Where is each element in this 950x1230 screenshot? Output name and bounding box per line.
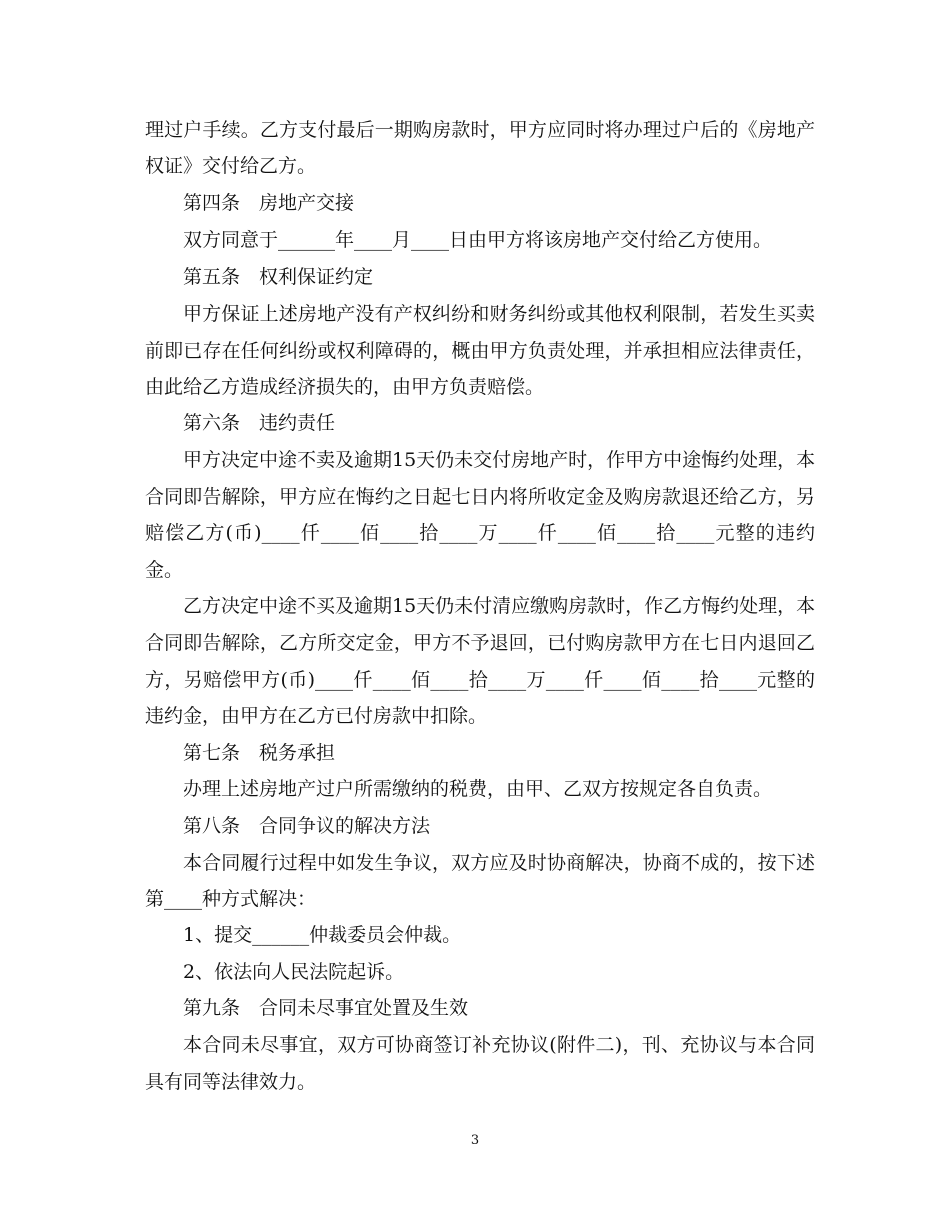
- body-text-line: 办理上述房地产过户所需缴纳的税费，由甲、乙双方按规定各自负责。: [183, 778, 773, 800]
- body-text-line: 权证》交付给乙方。: [145, 155, 317, 177]
- body-text-line: 双方同意于______年____月____日由甲方将该房地产交付给乙方使用。: [183, 229, 773, 251]
- body-text-line: 方，另赔偿甲方(币)____仟____佰____拾____万____仟____佰____拾____元整的: [145, 669, 815, 691]
- body-text-line: 本合同履行过程中如发生争议，双方应及时协商解决，协商不成的，按下述: [183, 852, 815, 874]
- list-item: 2、依法向人民法院起诉。: [183, 961, 405, 983]
- body-text-line: 违约金，由甲方在乙方已付房款中扣除。: [145, 705, 488, 727]
- body-text-line: 赔偿乙方(币)____仟____佰____拾____万____仟____佰____拾____元整的违约: [145, 522, 815, 544]
- section-heading: 第六条 违约责任: [183, 412, 336, 434]
- section-heading: 第九条 合同未尽事宜处置及生效: [183, 997, 469, 1019]
- body-text-line: 理过户手续。乙方支付最后一期购房款时，甲方应同时将办理过户后的《房地产: [145, 119, 815, 141]
- section-heading: 第五条 权利保证约定: [183, 266, 374, 288]
- body-text-line: 乙方决定中途不买及逾期15天仍未付清应缴购房款时，作乙方悔约处理，本: [183, 595, 816, 617]
- section-heading: 第七条 税务承担: [183, 742, 336, 764]
- body-text-line: 前即已存在任何纠纷或权利障碍的，概由甲方负责处理，并承担相应法律责任，: [145, 340, 815, 362]
- list-item: 1、提交______仲裁委员会仲裁。: [183, 924, 462, 946]
- body-text-line: 本合同未尽事宜，双方可协商签订补充协议(附件二)，刊、充协议与本合同: [183, 1034, 815, 1056]
- body-text-line: 合同即告解除，乙方所交定金，甲方不予退回，已付购房款甲方在七日内退回乙: [145, 632, 815, 654]
- body-text-line: 甲方保证上述房地产没有产权纠纷和财务纠纷或其他权利限制，若发生买卖: [183, 303, 815, 325]
- body-text-line: 合同即告解除，甲方应在悔约之日起七日内将所收定金及购房款退还给乙方，另: [145, 486, 815, 508]
- body-text-line: 具有同等法律效力。: [145, 1071, 317, 1093]
- body-text-line: 第____种方式解决：: [145, 888, 317, 910]
- body-text-line: 由此给乙方造成经济损失的，由甲方负责赔偿。: [145, 376, 545, 398]
- body-text-line: 甲方决定中途不卖及逾期15天仍未交付房地产时，作甲方中途悔约处理，本: [183, 449, 816, 471]
- section-heading: 第四条 房地产交接: [183, 192, 355, 214]
- section-heading: 第八条 合同争议的解决方法: [183, 815, 431, 837]
- page-number: 3: [470, 1133, 480, 1148]
- body-text-line: 金。: [145, 559, 184, 581]
